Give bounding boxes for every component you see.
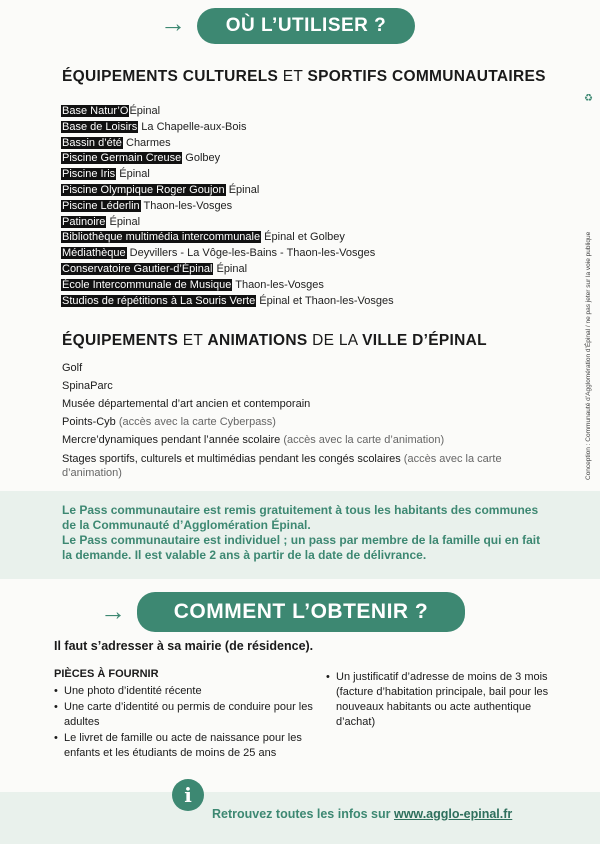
pass-info-text bbox=[62, 503, 552, 563]
list-item: • Un justificatif d’adresse de moins de 3 mois (facture d’habitation principale, bail pour les nouveaux habitants ou acte authentique d’achat) bbox=[326, 670, 566, 730]
item-name: Studios de répétitions à La Souris Verte bbox=[62, 294, 256, 307]
animations-list bbox=[62, 362, 532, 486]
list-item bbox=[61, 183, 394, 199]
item-name: Base de Loisirs bbox=[62, 120, 138, 133]
arrow-right-icon: → bbox=[160, 8, 186, 38]
list-item bbox=[62, 434, 532, 446]
footer-box bbox=[0, 792, 600, 844]
item-place: Épinal bbox=[116, 168, 150, 181]
recycle-icon: ♻ bbox=[584, 93, 593, 104]
item-name: Bassin d’été bbox=[62, 136, 122, 149]
heading-equipements-ville bbox=[62, 332, 487, 350]
heading-part: ET bbox=[278, 68, 308, 85]
vertical-note-text: Conception : Communauté d’Agglomération d’Épinal / ne pas jeter sur la voie publique bbox=[585, 231, 592, 480]
list-item bbox=[61, 120, 394, 136]
arrow-right-icon: → bbox=[100, 596, 126, 626]
item-note: (accès avec la carte Cyberpass) bbox=[115, 416, 276, 428]
item-name: École Intercommunale de Musique bbox=[62, 278, 232, 291]
item-place: Épinal bbox=[106, 215, 141, 228]
list-item bbox=[61, 167, 394, 183]
item-place: Épinal bbox=[213, 262, 248, 275]
heading-equipements-communautaires bbox=[62, 68, 546, 86]
item-place: Thaon-les-Vosges bbox=[140, 199, 233, 212]
info-icon: i bbox=[172, 779, 204, 811]
item-text: SpinaParc bbox=[62, 380, 113, 392]
list-item bbox=[61, 215, 394, 231]
item-name: Médiathèque bbox=[62, 247, 126, 260]
list-item bbox=[62, 452, 532, 480]
item-place: Épinal et Thaon-les-Vosges bbox=[256, 294, 394, 307]
item-text: Golf bbox=[62, 362, 83, 374]
vertical-note bbox=[585, 110, 597, 480]
item-place: Charmes bbox=[122, 136, 171, 149]
section-title-ou-utiliser: OÙ L’UTILISER ? bbox=[197, 8, 415, 44]
list-item bbox=[61, 230, 394, 246]
equipements-list bbox=[61, 104, 394, 309]
heading-part: VILLE D’ÉPINAL bbox=[362, 332, 487, 349]
item-name: Piscine Olympique Roger Goujon bbox=[62, 183, 225, 196]
item-text: Stages sportifs, culturels et multimédias pendant les congés scolaires bbox=[62, 453, 401, 465]
item-name: Piscine Léderlin bbox=[62, 199, 140, 212]
pieces-title: PIÈCES À FOURNIR bbox=[54, 668, 159, 680]
list-item bbox=[62, 380, 532, 392]
item-name: Conservatoire Gautier-d’Épinal bbox=[62, 262, 213, 275]
item-name: Bibliothèque multimédia intercommunale bbox=[62, 231, 261, 244]
list-item bbox=[61, 104, 394, 120]
section-title-comment-obtenir: COMMENT L’OBTENIR ? bbox=[137, 592, 465, 632]
list-item bbox=[61, 151, 394, 167]
list-item bbox=[61, 262, 394, 278]
heading-part: ET bbox=[178, 332, 208, 349]
list-item bbox=[61, 199, 394, 215]
list-item bbox=[61, 294, 394, 310]
item-note: (accès avec la carte d’animation) bbox=[280, 434, 445, 446]
item-place: Épinal et Golbey bbox=[261, 231, 345, 244]
heading-part: DE LA bbox=[307, 332, 363, 349]
list-item bbox=[61, 136, 394, 152]
item-place: Golbey bbox=[182, 152, 221, 165]
item-text: Points-Cyb bbox=[62, 416, 116, 428]
pass-info-line: Le Pass communautaire est individuel ; un pass par membre de la famille qui en fait la demande. Il est valable 2 ans à partir de la date de délivrance. bbox=[62, 533, 541, 562]
list-item bbox=[62, 362, 532, 374]
pass-info-box bbox=[0, 491, 600, 579]
heading-part: ÉQUIPEMENTS CULTURELS bbox=[62, 68, 279, 85]
item-name: Piscine Germain Creuse bbox=[62, 152, 182, 165]
list-item bbox=[61, 246, 394, 262]
subtitle: Il faut s’adresser à sa mairie (de résidence). bbox=[54, 639, 314, 653]
footer-label: Retrouvez toutes les infos sur bbox=[212, 807, 394, 821]
heading-part: ANIMATIONS bbox=[207, 332, 308, 349]
item-place: Épinal bbox=[225, 183, 260, 196]
item-name: Base Natur’O bbox=[62, 105, 129, 117]
list-item: • Le livret de famille ou acte de naissance pour les enfants et les étudiants de moins de 25 ans bbox=[54, 731, 316, 761]
item-place: Thaon-les-Vosges bbox=[232, 278, 324, 291]
heading-part: ÉQUIPEMENTS bbox=[62, 332, 179, 349]
list-item bbox=[62, 416, 532, 428]
list-item: • Une photo d’identité récente bbox=[54, 684, 316, 699]
item-place: Deyvillers - La Vôge-les-Bains - Thaon-les-Vosges bbox=[126, 247, 376, 260]
item-place: La Chapelle-aux-Bois bbox=[138, 120, 247, 133]
pieces-right-list bbox=[326, 670, 566, 731]
heading-part: SPORTIFS COMMUNAUTAIRES bbox=[307, 68, 546, 85]
list-item bbox=[62, 398, 532, 410]
pieces-left-list bbox=[54, 684, 316, 762]
pass-info-line: Le Pass communautaire est remis gratuitement à tous les habitants des communes de la Communauté d’Agglomération Épinal. bbox=[62, 503, 539, 532]
item-name: Piscine Iris bbox=[62, 168, 116, 181]
item-name: Patinoire bbox=[62, 215, 106, 228]
item-text: Mercre’dynamiques pendant l’année scolaire bbox=[62, 434, 281, 446]
list-item: • Une carte d’identité ou permis de conduire pour les adultes bbox=[54, 700, 316, 730]
list-item bbox=[61, 278, 394, 294]
website-link[interactable]: www.agglo-epinal.fr bbox=[393, 807, 513, 821]
item-note: (accès avec la carte d’animation) bbox=[62, 453, 502, 479]
footer-text bbox=[212, 807, 512, 821]
item-text: Musée départemental d’art ancien et contemporain bbox=[62, 398, 311, 410]
item-place: Épinal bbox=[129, 105, 161, 117]
